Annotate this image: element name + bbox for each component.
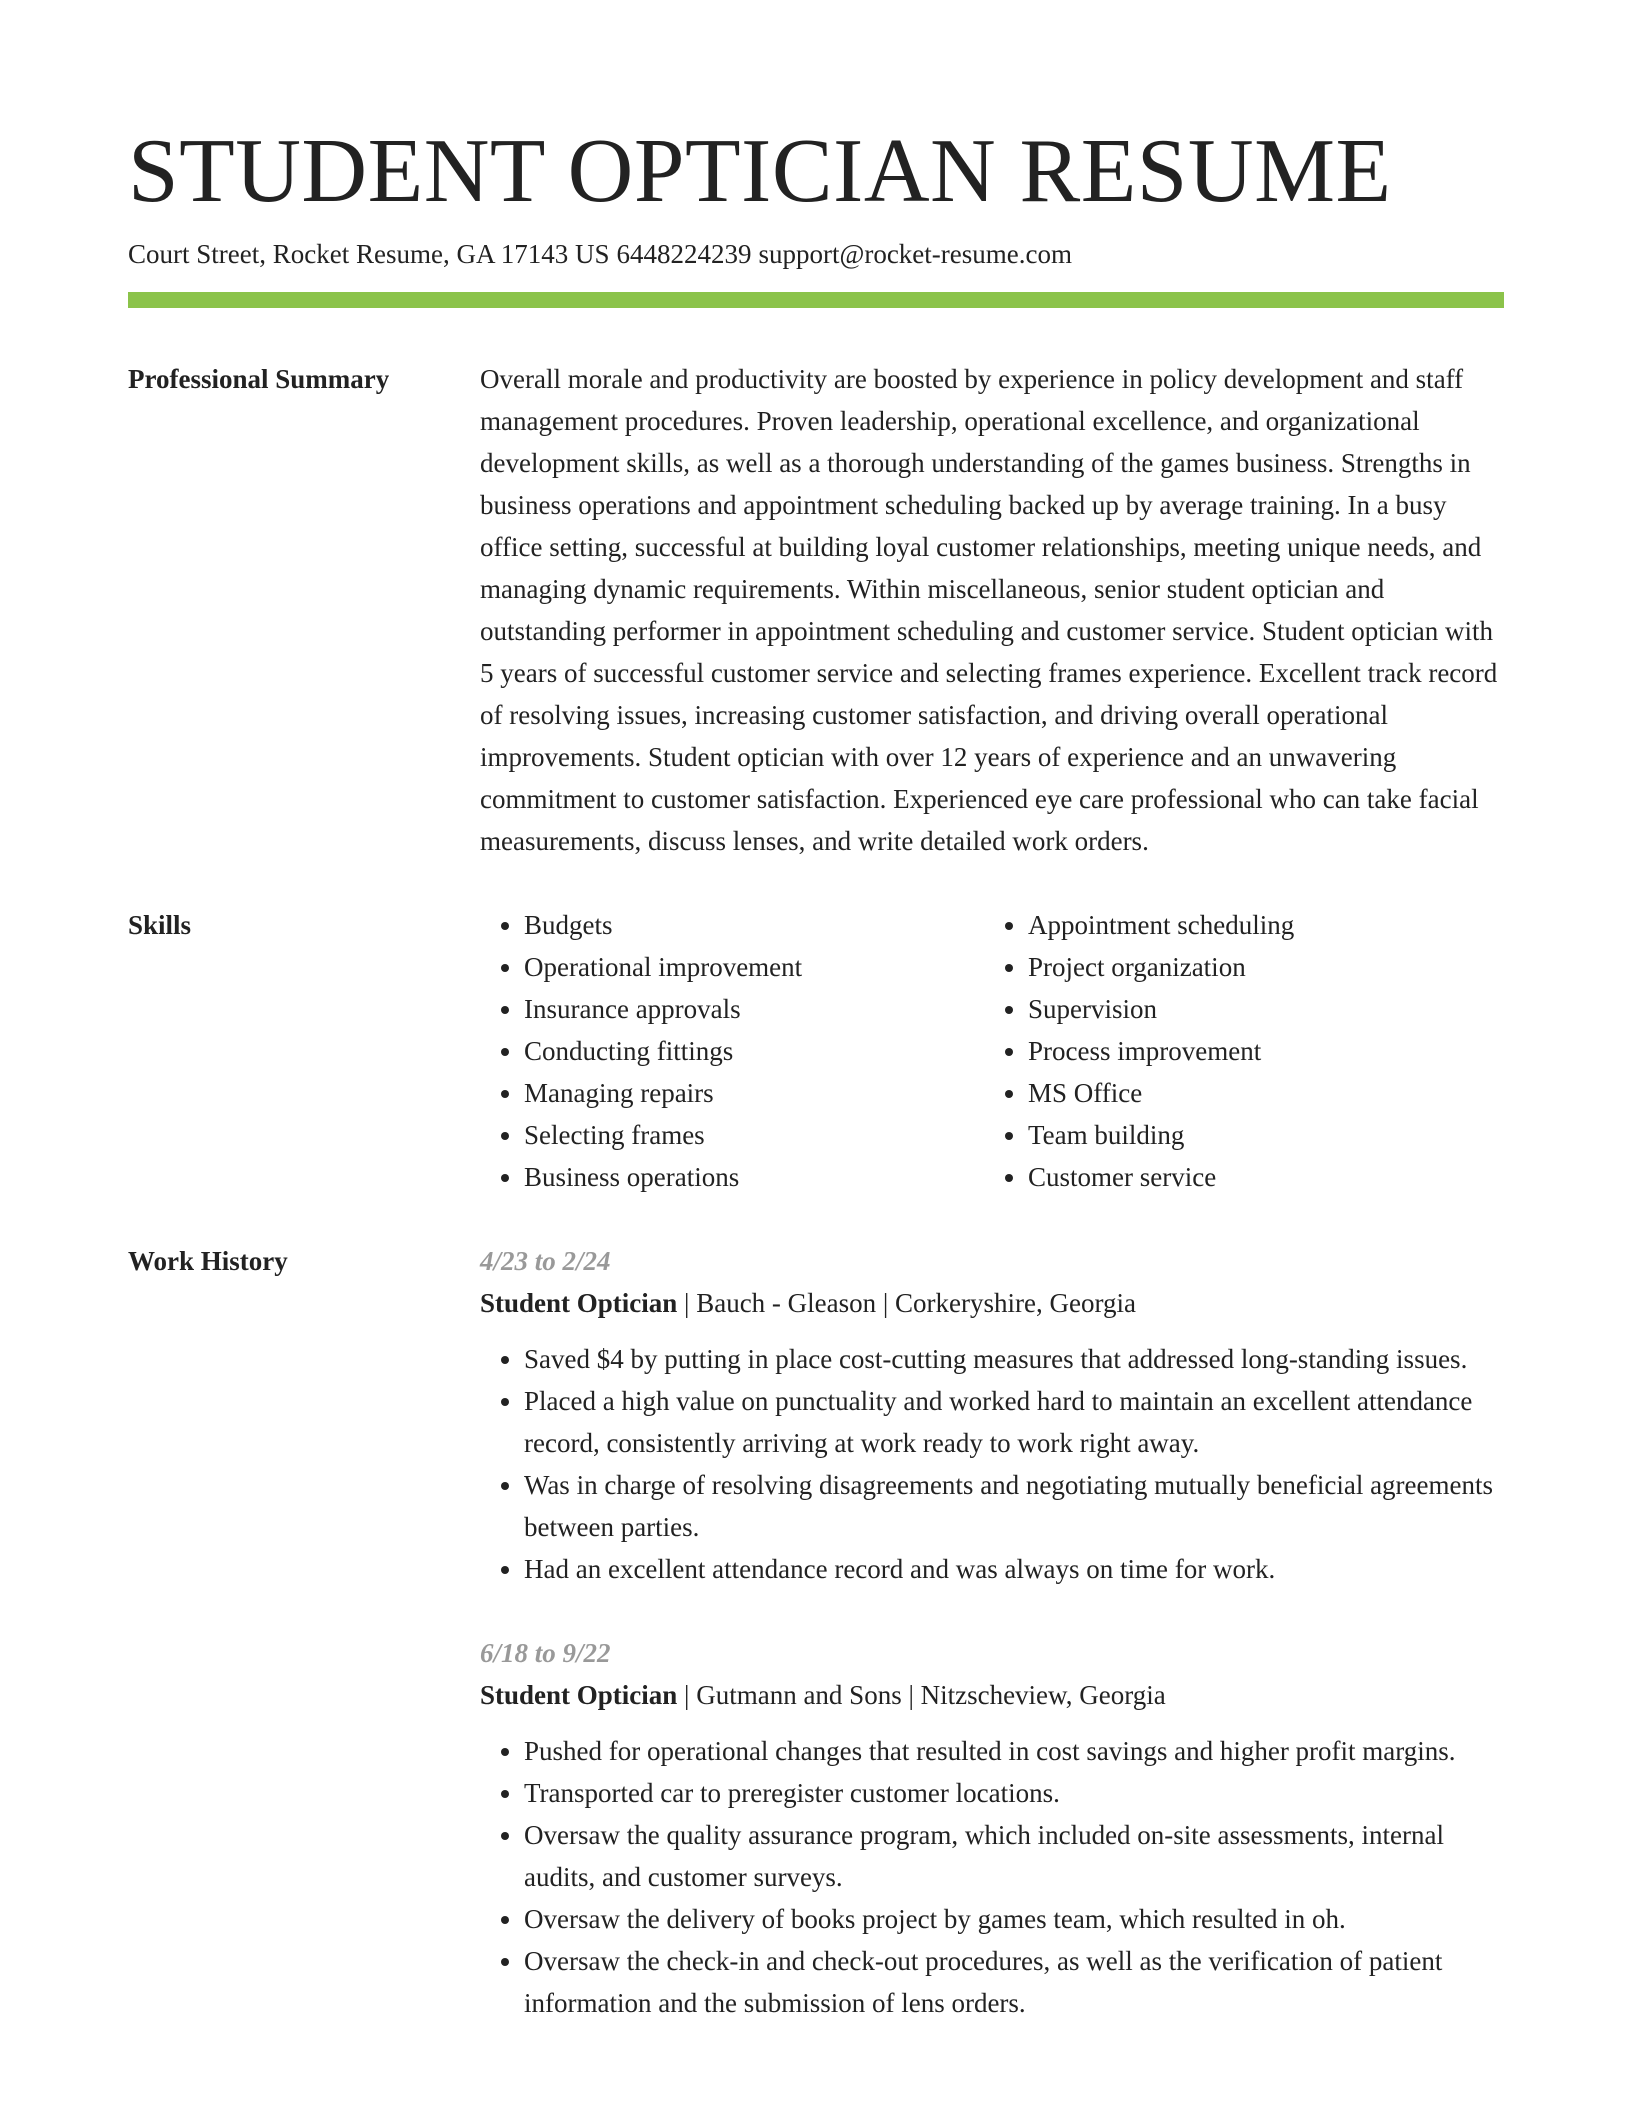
- header-divider: [128, 292, 1504, 308]
- job-details: | Gutmann and Sons | Nitzscheview, Georgia: [677, 1680, 1166, 1710]
- job-bullet: • Placed a high value on punctuality and worked hard to maintain an excellent attendance record, consistently arriving at work ready to work right away.: [524, 1380, 1504, 1464]
- skill-item: • Customer service: [1028, 1156, 1488, 1198]
- job-bullet: • Saved $4 by putting in place cost-cutting measures that addressed long-standing issues.: [524, 1338, 1504, 1380]
- skill-item: • Selecting frames: [524, 1114, 984, 1156]
- contact-phone: 6448224239: [616, 239, 752, 269]
- job-details: | Bauch - Gleason | Corkeryshire, Georgia: [677, 1288, 1136, 1318]
- skills-list-right: [984, 904, 1488, 1198]
- summary-heading: Professional Summary: [128, 364, 390, 394]
- job-heading: [480, 1282, 1504, 1324]
- job-bullet: • Pushed for operational changes that resulted in cost savings and higher profit margins.: [524, 1730, 1504, 1772]
- job-bullet: • Oversaw the check-in and check-out procedures, as well as the verification of patient information and the submission of lens orders.: [524, 1940, 1504, 2024]
- skill-item: • Operational improvement: [524, 946, 984, 988]
- skill-item: • Appointment scheduling: [1028, 904, 1488, 946]
- skill-item: • Managing repairs: [524, 1072, 984, 1114]
- contact-line: [128, 236, 1504, 272]
- job-bullets: [480, 1338, 1504, 1590]
- skill-item: • Project organization: [1028, 946, 1488, 988]
- contact-address: Court Street, Rocket Resume, GA 17143 US: [128, 239, 610, 269]
- job-entry: [480, 1240, 1504, 1590]
- skill-item: • Team building: [1028, 1114, 1488, 1156]
- job-title: Student Optician: [480, 1288, 678, 1318]
- resume-title: STUDENT OPTICIAN RESUME: [128, 120, 1392, 221]
- resume-page: [128, 118, 1504, 2024]
- job-heading: [480, 1674, 1504, 1716]
- skills-list-left: [480, 904, 984, 1198]
- job-bullet: • Oversaw the delivery of books project by games team, which resulted in oh.: [524, 1898, 1504, 1940]
- contact-email: support@rocket-resume.com: [758, 239, 1072, 269]
- job-bullet: • Had an excellent attendance record and was always on time for work.: [524, 1548, 1504, 1590]
- job-bullet: • Was in charge of resolving disagreements and negotiating mutually beneficial agreements between parties.: [524, 1464, 1504, 1548]
- skill-item: • Budgets: [524, 904, 984, 946]
- skills-heading: Skills: [128, 910, 192, 940]
- summary-section: [128, 358, 1504, 862]
- job-dates: 4/23 to 2/24: [480, 1246, 611, 1276]
- skill-item: • Supervision: [1028, 988, 1488, 1030]
- skill-item: • MS Office: [1028, 1072, 1488, 1114]
- skill-item: • Business operations: [524, 1156, 984, 1198]
- job-bullet: • Oversaw the quality assurance program, which included on-site assessments, internal audits, and customer surveys.: [524, 1814, 1504, 1898]
- skill-item: • Process improvement: [1028, 1030, 1488, 1072]
- job-title: Student Optician: [480, 1680, 678, 1710]
- summary-text: Overall morale and productivity are boosted by experience in policy development and staff management procedures. Proven leadership, operational excellence, and organizational development skills, as well as a thorough understanding of the games business. Strengths in business operations and appointment scheduling backed up by average training. In a busy office setting, successful at building loyal customer relationships, meeting unique needs, and managing dynamic requirements. Within miscellaneous, senior student optician and outstanding performer in appointment scheduling and customer service. Student optician with 5 years of successful customer service and selecting frames experience. Excellent track record of resolving issues, increasing customer satisfaction, and driving overall operational improvements. Student optician with over 12 years of experience and an unwavering commitment to customer satisfaction. Experienced eye care professional who can take facial measurements, discuss lenses, and write detailed work orders.: [480, 364, 1498, 856]
- skill-item: • Insurance approvals: [524, 988, 984, 1030]
- job-bullet: • Transported car to preregister customer locations.: [524, 1772, 1504, 1814]
- job-dates: 6/18 to 9/22: [480, 1638, 611, 1668]
- skills-section: [128, 904, 1504, 1198]
- job-bullets: [480, 1730, 1504, 2024]
- skill-item: • Conducting fittings: [524, 1030, 984, 1072]
- job-entry: [480, 1632, 1504, 2024]
- work-history-section: [128, 1240, 1504, 2024]
- work-history-heading: Work History: [128, 1246, 288, 1276]
